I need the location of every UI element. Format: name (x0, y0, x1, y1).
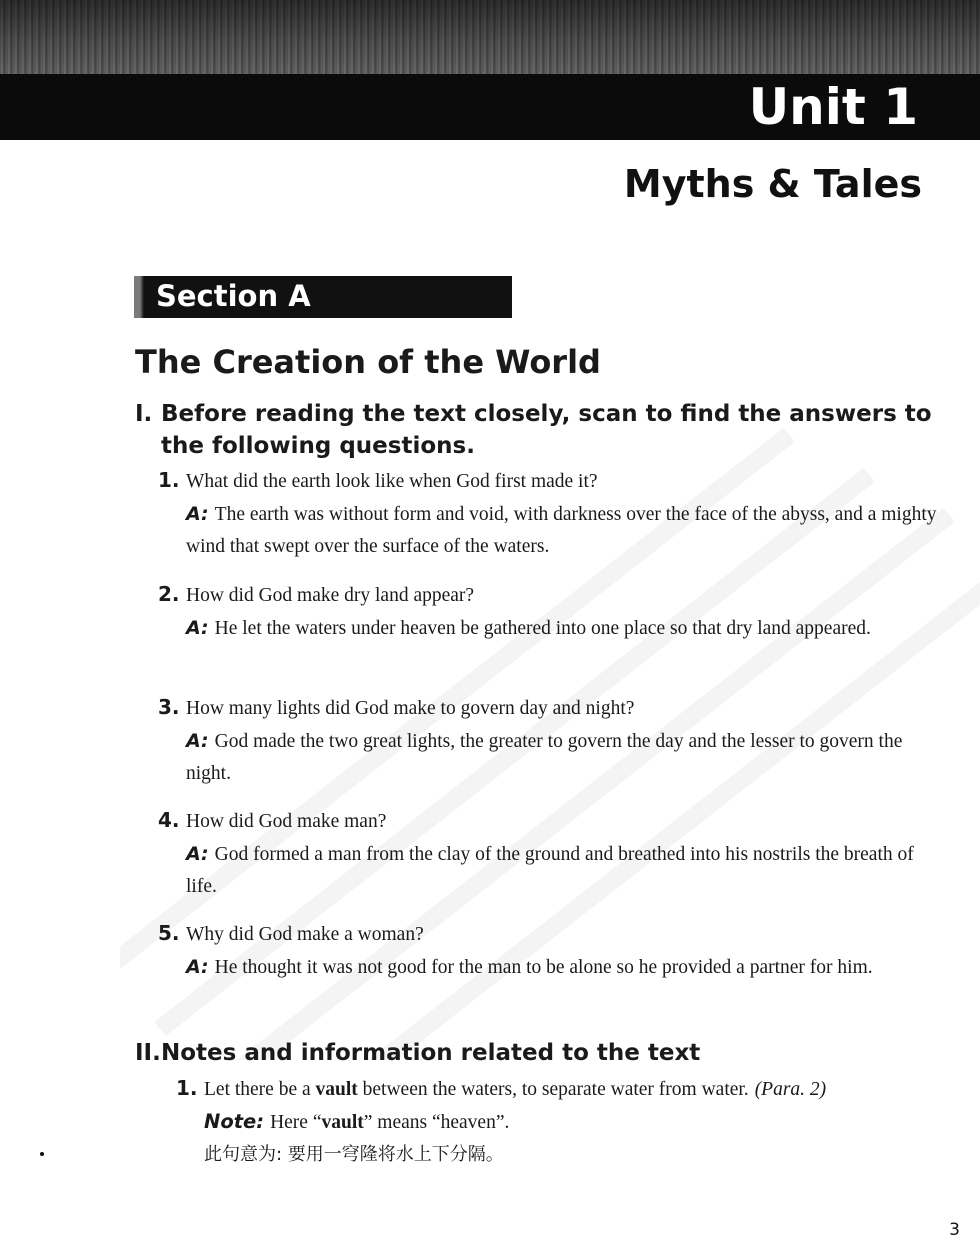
question-number: 2. (158, 582, 180, 606)
question-text: How did God make dry land appear? (186, 585, 475, 606)
answer-text: God made the two great lights, the greater to govern the day and the lesser to govern the night. (186, 731, 903, 784)
note-sentence-keyword: vault (315, 1079, 358, 1100)
section-label: Section A (156, 279, 311, 313)
part1-heading (135, 398, 932, 462)
answer-text: God formed a man from the clay of the ground and breathed into his nostrils the breath of life. (186, 844, 914, 897)
unit-subtitle: Myths & Tales (623, 162, 922, 206)
answer-label: A: (186, 730, 209, 752)
part2-heading (135, 1037, 700, 1069)
question-item-3 (158, 691, 938, 790)
note-text-start: Here “ (270, 1112, 322, 1133)
question-number: 5. (158, 921, 180, 945)
question-text: What did the earth look like when God first made it? (186, 471, 598, 492)
answer-label: A: (186, 503, 209, 525)
page-number: 3 (949, 1220, 960, 1240)
question-text: How many lights did God make to govern day and night? (186, 698, 635, 719)
answer-label: A: (186, 956, 209, 978)
note-item-1 (176, 1072, 946, 1171)
note-label: Note: (204, 1110, 265, 1133)
question-number: 3. (158, 695, 180, 719)
question-number: 4. (158, 808, 180, 832)
article-title: The Creation of the World (135, 343, 601, 381)
question-number: 1. (158, 468, 180, 492)
section-banner (134, 276, 512, 318)
question-text: Why did God make a woman? (186, 924, 424, 945)
part2-number: II. (135, 1040, 161, 1066)
question-item-1 (158, 464, 938, 563)
answer-label: A: (186, 617, 209, 639)
answer-text: He thought it was not good for the man to be alone so he provided a partner for him. (214, 957, 873, 978)
question-item-4 (158, 804, 938, 903)
note-number: 1. (176, 1076, 198, 1100)
answer-label: A: (186, 843, 209, 865)
stray-mark (40, 1152, 44, 1156)
note-sentence-start: Let there be a (204, 1079, 316, 1100)
part1-heading-line2: the following questions. (161, 433, 475, 459)
unit-header-bar (0, 74, 980, 140)
unit-title: Unit 1 (748, 78, 918, 136)
note-sentence-end: between the waters, to separate water from water. (357, 1079, 749, 1100)
note-text-keyword: vault (321, 1112, 364, 1133)
top-texture-band (0, 0, 980, 74)
answer-text: The earth was without form and void, with darkness over the face of the abyss, and a mighty wind that swept over the surface of the waters. (186, 504, 937, 557)
answer-text: He let the waters under heaven be gathered into one place so that dry land appeared. (214, 618, 871, 639)
question-text: How did God make man? (186, 811, 387, 832)
part2-heading-text: Notes and information related to the text (161, 1040, 701, 1066)
part1-number: I. (135, 401, 153, 427)
paragraph-reference: (Para. 2) (754, 1079, 827, 1100)
question-item-2 (158, 578, 938, 645)
note-chinese-translation: 此句意为: 要用一穹隆将水上下分隔。 (204, 1144, 504, 1165)
question-item-5 (158, 917, 938, 984)
note-text-end: ” means “heaven”. (363, 1112, 510, 1133)
part1-heading-line1: Before reading the text closely, scan to find the answers to (161, 401, 932, 427)
